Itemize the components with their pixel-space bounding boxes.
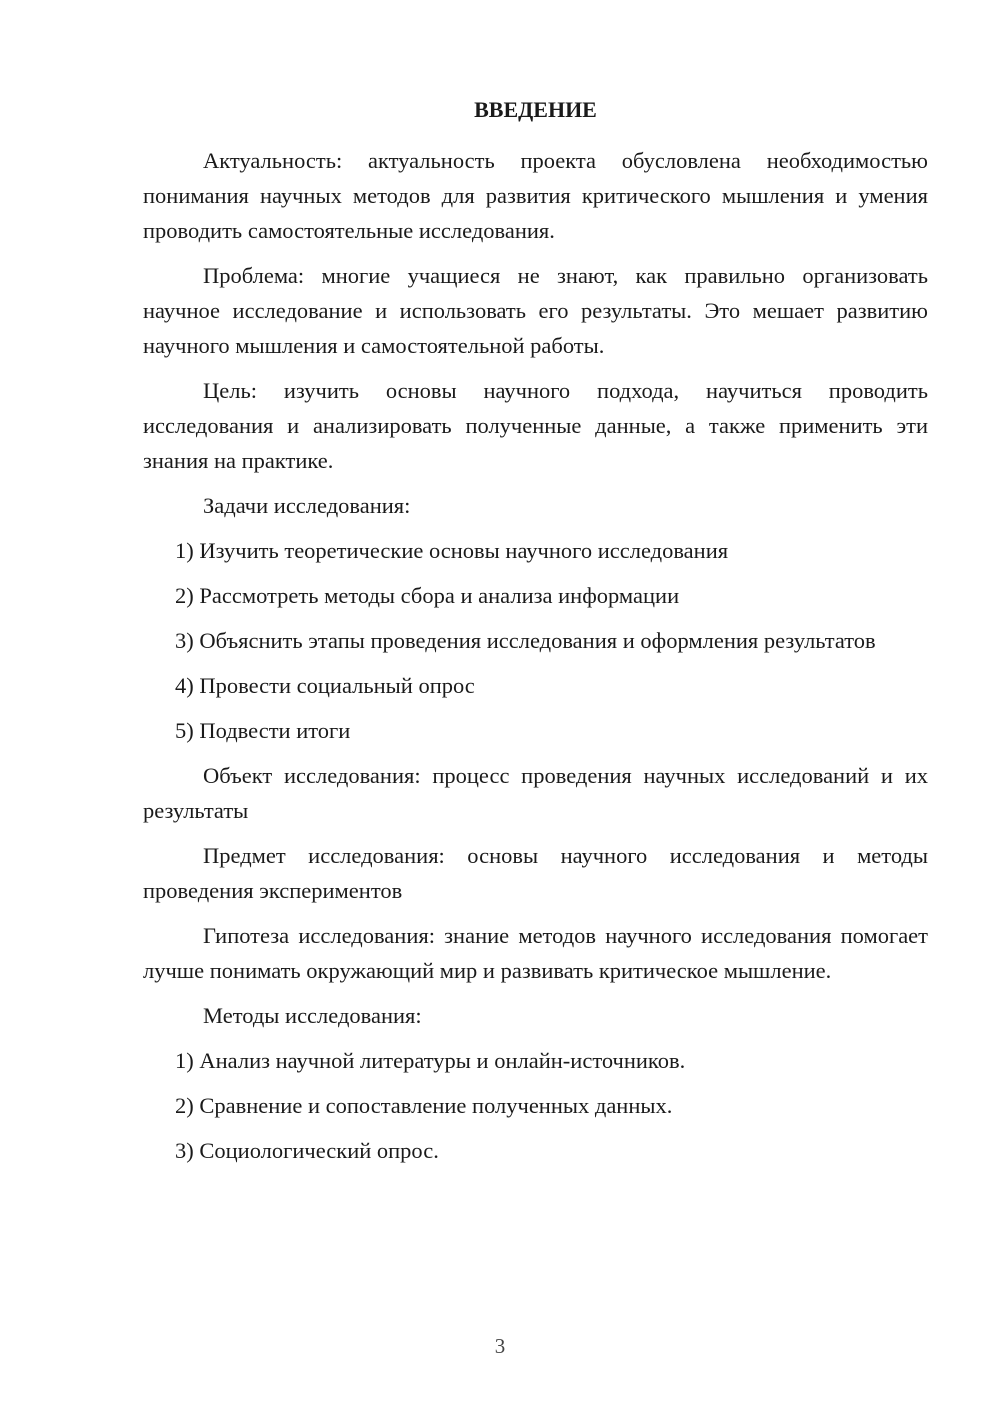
subject-paragraph: Предмет исследования: основы научного исследования и методы проведения экспериментов (143, 843, 928, 903)
task-item: 1) Изучить теоретические основы научного исследования (175, 538, 729, 563)
methods-heading: Методы исследования: (203, 1003, 422, 1028)
task-item: 2) Рассмотреть методы сбора и анализа информации (175, 583, 680, 608)
hypothesis-paragraph: Гипотеза исследования: знание методов научного исследования помогает лучше понимать окружающий мир и развивать критическое мышление. (143, 923, 928, 983)
task-item: 4) Провести социальный опрос (175, 673, 475, 698)
goal-paragraph: Цель: изучить основы научного подхода, научиться проводить исследования и анализировать полученные данные, а также применить эти знания на практике. (143, 378, 928, 473)
relevance-paragraph: Актуальность: актуальность проекта обусловлена необходимостью понимания научных методов для развития критического мышления и умения проводить самостоятельные исследования. (143, 148, 928, 243)
method-item: 3) Социологический опрос. (175, 1138, 439, 1163)
tasks-heading: Задачи исследования: (203, 493, 411, 518)
method-item: 2) Сравнение и сопоставление полученных данных. (175, 1093, 673, 1118)
document-page (143, 95, 928, 1178)
task-item: 3) Объяснить этапы проведения исследования и оформления результатов (175, 628, 876, 653)
method-item: 1) Анализ научной литературы и онлайн-источников. (175, 1048, 686, 1073)
page-number: 3 (494, 1334, 506, 1358)
problem-paragraph: Проблема: многие учащиеся не знают, как правильно организовать научное исследование и использовать его результаты. Это мешает развитию научного мышления и самостоятельной работы. (143, 263, 928, 358)
task-item: 5) Подвести итоги (175, 718, 351, 743)
object-paragraph: Объект исследования: процесс проведения научных исследований и их результаты (143, 763, 928, 823)
page-title: ВВЕДЕНИЕ (474, 97, 597, 122)
